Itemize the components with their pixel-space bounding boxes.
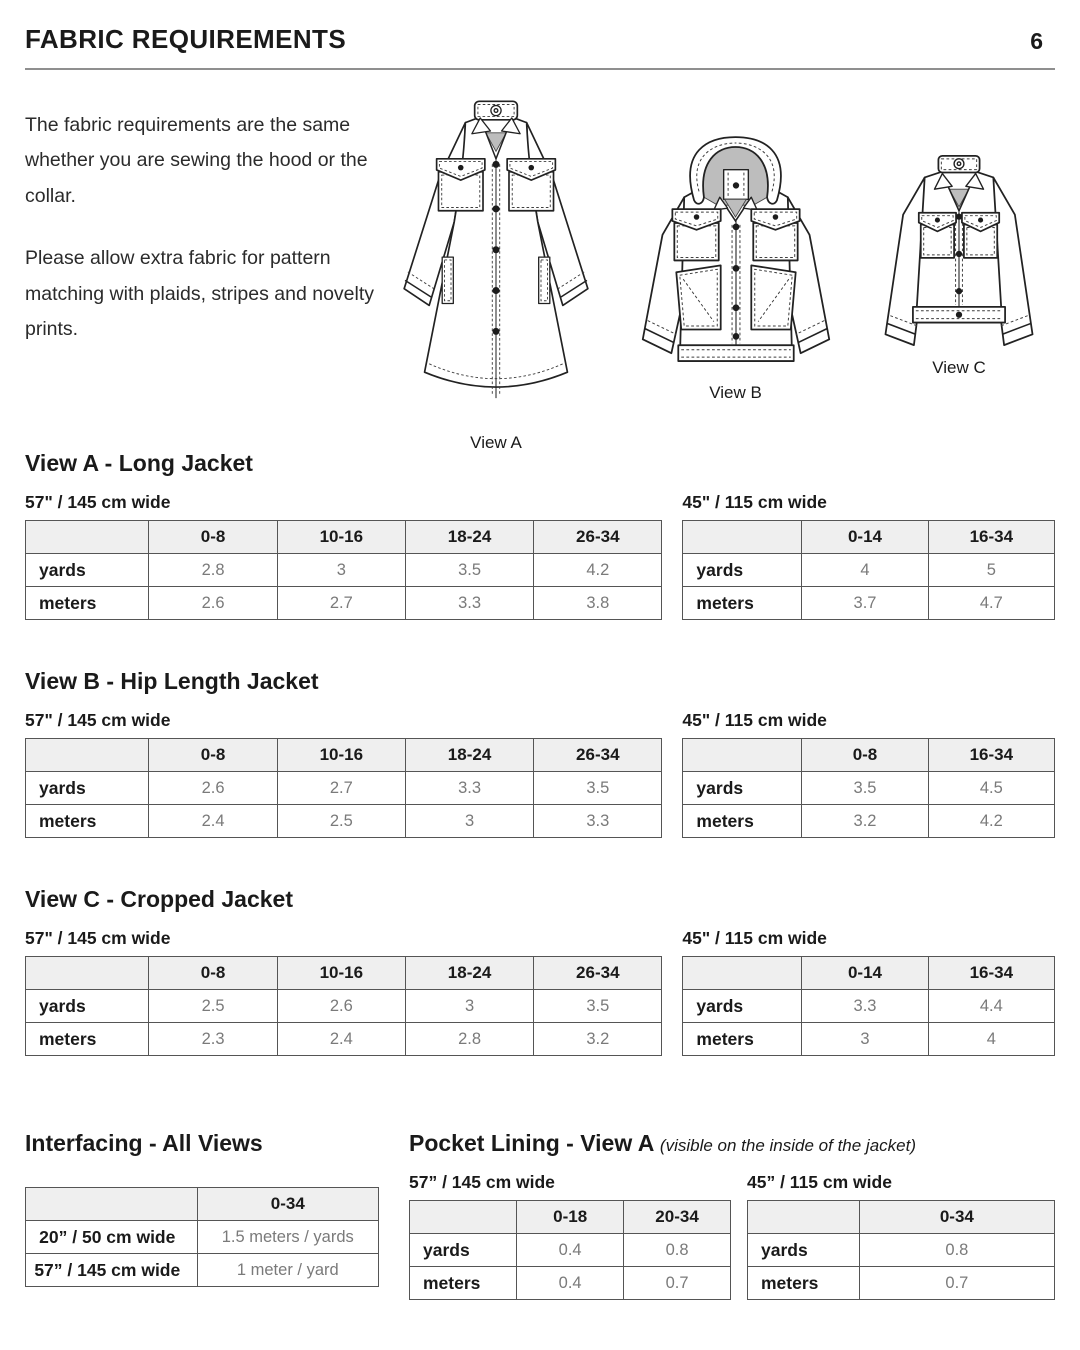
value-cell: 2.8 [149, 554, 277, 587]
view-a-section [25, 450, 1055, 620]
page-title: FABRIC REQUIREMENTS [25, 24, 347, 54]
view-a-section-title: View A - Long Jacket [25, 450, 253, 476]
corner-cell [26, 957, 149, 990]
value-cell: 3 [802, 1023, 928, 1056]
size-column-header: 10-16 [277, 521, 405, 554]
size-column-header: 18-24 [405, 957, 533, 990]
value-cell: 3.3 [534, 805, 662, 838]
pocket-lining-title [409, 1130, 1055, 1157]
table-row [26, 1254, 379, 1287]
size-column-header: 16-34 [928, 957, 1054, 990]
row-label: yards [26, 772, 149, 805]
fabric-width-label: 45" / 115 cm wide [682, 492, 827, 512]
table-row [26, 772, 662, 805]
corner-cell [683, 739, 802, 772]
bottom-row [25, 1130, 1055, 1300]
value-cell: 4.4 [928, 990, 1054, 1023]
value-cell: 2.4 [149, 805, 277, 838]
fabric-width-label: 45" / 115 cm wide [682, 928, 827, 948]
size-column-header: 0-34 [197, 1188, 378, 1221]
value-cell: 2.7 [277, 772, 405, 805]
row-label: meters [748, 1267, 860, 1300]
table-row [410, 1267, 731, 1300]
view-c-45-table [682, 956, 1055, 1056]
view-c-45-block [682, 928, 1055, 1056]
view-c-57-table [25, 956, 662, 1056]
size-column-header: 26-34 [534, 957, 662, 990]
table-row [26, 1221, 379, 1254]
view-b-57-block [25, 710, 662, 838]
size-column-header: 0-34 [859, 1201, 1054, 1234]
view-a-45-block [682, 492, 1055, 620]
row-label: yards [410, 1234, 517, 1267]
value-cell: 0.4 [517, 1267, 624, 1300]
size-column-header: 0-8 [149, 957, 277, 990]
view-a-57-table [25, 520, 662, 620]
value-cell: 3.7 [802, 587, 928, 620]
size-column-header: 0-8 [149, 521, 277, 554]
view-c-57-block [25, 928, 662, 1056]
view-a-illustration [397, 92, 595, 426]
size-column-header: 10-16 [277, 739, 405, 772]
value-cell: 3 [277, 554, 405, 587]
value-cell: 4 [802, 554, 928, 587]
pocket-45-table [747, 1200, 1055, 1300]
value-cell: 3.5 [534, 990, 662, 1023]
view-b-57-table [25, 738, 662, 838]
value-cell: 0.4 [517, 1234, 624, 1267]
pocket-lining-title-text: Pocket Lining - View A [409, 1130, 654, 1156]
interfacing-title: Interfacing - All Views [25, 1130, 263, 1156]
size-column-header: 18-24 [405, 521, 533, 554]
table-row [26, 554, 662, 587]
table-row [683, 805, 1055, 838]
value-cell: 2.3 [149, 1023, 277, 1056]
view-b-section [25, 668, 1055, 838]
table-row [683, 554, 1055, 587]
value-cell: 1 meter / yard [197, 1254, 378, 1287]
row-label: 20” / 50 cm wide [26, 1221, 198, 1254]
table-row [683, 990, 1055, 1023]
value-cell: 0.7 [624, 1267, 731, 1300]
intro-paragraph-1: The fabric requirements are the same whether you are sewing the hood or the collar. [25, 114, 368, 207]
table-row [683, 772, 1055, 805]
row-label: yards [26, 990, 149, 1023]
row-label: meters [683, 805, 802, 838]
corner-cell [26, 739, 149, 772]
view-c-figure [855, 150, 1063, 378]
view-a-figure [395, 92, 597, 453]
value-cell: 3.5 [405, 554, 533, 587]
value-cell: 5 [928, 554, 1054, 587]
fabric-width-label: 45” / 115 cm wide [747, 1172, 892, 1192]
value-cell: 4.7 [928, 587, 1054, 620]
size-column-header: 18-24 [405, 739, 533, 772]
size-column-header: 0-18 [517, 1201, 624, 1234]
pocket-lining-subtitle: (visible on the inside of the jacket) [659, 1136, 917, 1155]
jacket-illustrations [383, 92, 1055, 452]
value-cell: 3.3 [405, 587, 533, 620]
page-header [25, 24, 1055, 70]
table-row [26, 587, 662, 620]
table-row [410, 1234, 731, 1267]
corner-cell [748, 1201, 860, 1234]
value-cell: 0.8 [859, 1234, 1054, 1267]
pocket-57-block [409, 1172, 731, 1300]
intro-and-illustrations [25, 92, 1055, 452]
value-cell: 3.8 [534, 587, 662, 620]
row-label: meters [683, 1023, 802, 1056]
value-cell: 4.2 [534, 554, 662, 587]
table-row [26, 990, 662, 1023]
row-label: yards [748, 1234, 860, 1267]
size-column-header: 16-34 [928, 739, 1054, 772]
value-cell: 3.3 [802, 990, 928, 1023]
view-a-57-block [25, 492, 662, 620]
row-label: meters [410, 1267, 517, 1300]
row-label: yards [683, 990, 802, 1023]
value-cell: 4 [928, 1023, 1054, 1056]
value-cell: 2.6 [149, 587, 277, 620]
value-cell: 2.7 [277, 587, 405, 620]
size-column-header: 26-34 [534, 521, 662, 554]
value-cell: 3.2 [534, 1023, 662, 1056]
value-cell: 3.5 [802, 772, 928, 805]
size-column-header: 0-14 [802, 521, 928, 554]
pocket-45-block [747, 1172, 1055, 1300]
view-b-illustration [625, 134, 847, 376]
interfacing-section [25, 1130, 379, 1300]
interfacing-table [25, 1187, 379, 1287]
table-row [748, 1234, 1055, 1267]
view-c-label: View C [932, 358, 986, 377]
value-cell: 1.5 meters / yards [197, 1221, 378, 1254]
value-cell: 2.4 [277, 1023, 405, 1056]
pocket-57-table [409, 1200, 731, 1300]
row-label: meters [26, 587, 149, 620]
pocket-lining-section [409, 1130, 1055, 1300]
table-row [748, 1267, 1055, 1300]
fabric-width-label: 57" / 145 cm wide [25, 492, 171, 512]
row-label: yards [26, 554, 149, 587]
table-row [26, 1023, 662, 1056]
size-column-header: 26-34 [534, 739, 662, 772]
row-label: meters [26, 1023, 149, 1056]
view-b-label: View B [709, 383, 762, 402]
value-cell: 3 [405, 805, 533, 838]
view-c-illustration [856, 150, 1062, 351]
view-a-45-table [682, 520, 1055, 620]
table-row [683, 587, 1055, 620]
view-b-45-block [682, 710, 1055, 838]
value-cell: 3.3 [405, 772, 533, 805]
value-cell: 0.8 [624, 1234, 731, 1267]
row-label: meters [683, 587, 802, 620]
size-column-header: 0-14 [802, 957, 928, 990]
view-b-figure [623, 134, 848, 403]
value-cell: 2.5 [149, 990, 277, 1023]
value-cell: 2.6 [277, 990, 405, 1023]
corner-cell [26, 1188, 198, 1221]
view-c-section [25, 886, 1055, 1056]
row-label: yards [683, 554, 802, 587]
view-b-45-table [682, 738, 1055, 838]
value-cell: 0.7 [859, 1267, 1054, 1300]
fabric-width-label: 57" / 145 cm wide [25, 710, 171, 730]
corner-cell [683, 957, 802, 990]
size-column-header: 16-34 [928, 521, 1054, 554]
row-label: meters [26, 805, 149, 838]
fabric-width-label: 57” / 145 cm wide [409, 1172, 555, 1192]
value-cell: 3.2 [802, 805, 928, 838]
value-cell: 2.8 [405, 1023, 533, 1056]
fabric-width-label: 45" / 115 cm wide [682, 710, 827, 730]
view-a-label: View A [470, 433, 522, 452]
size-column-header: 0-8 [802, 739, 928, 772]
value-cell: 4.5 [928, 772, 1054, 805]
size-column-header: 10-16 [277, 957, 405, 990]
size-column-header: 20-34 [624, 1201, 731, 1234]
value-cell: 2.5 [277, 805, 405, 838]
size-column-header: 0-8 [149, 739, 277, 772]
corner-cell [26, 521, 149, 554]
value-cell: 3 [405, 990, 533, 1023]
corner-cell [683, 521, 802, 554]
corner-cell [410, 1201, 517, 1234]
view-b-section-title: View B - Hip Length Jacket [25, 668, 319, 694]
intro-paragraph-2: Please allow extra fabric for pattern matching with plaids, stripes and novelty prints. [25, 247, 375, 341]
table-row [26, 805, 662, 838]
value-cell: 3.5 [534, 772, 662, 805]
table-row [683, 1023, 1055, 1056]
fabric-width-label: 57" / 145 cm wide [25, 928, 171, 948]
row-label: yards [683, 772, 802, 805]
intro-text [25, 92, 377, 444]
row-label: 57” / 145 cm wide [26, 1254, 198, 1287]
value-cell: 4.2 [928, 805, 1054, 838]
view-c-section-title: View C - Cropped Jacket [25, 886, 293, 912]
value-cell: 2.6 [149, 772, 277, 805]
page-number: 6 [1030, 28, 1043, 54]
